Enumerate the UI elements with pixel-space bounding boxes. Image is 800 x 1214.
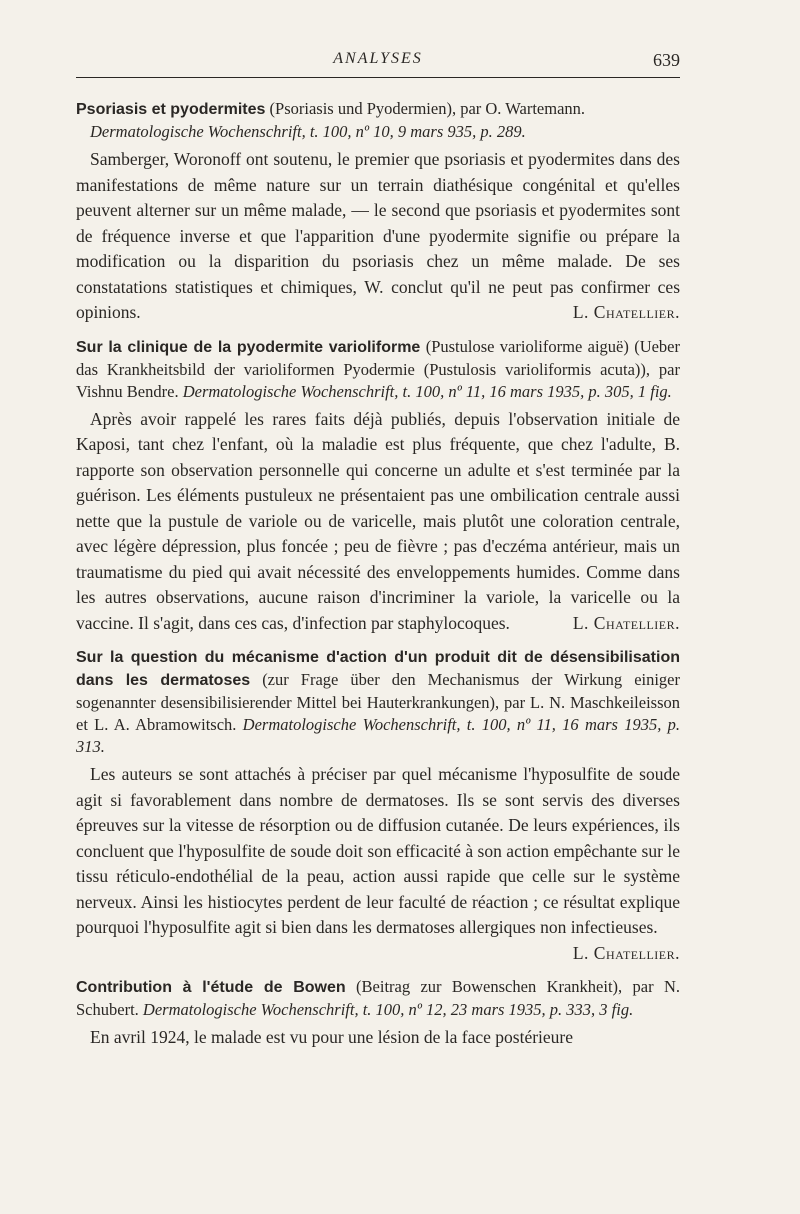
entry-citation: (zur Frage über den Mechanismus der Wirkung einiger sogenannter desensibilisierender Mittel bei Hauterkrankungen), par L. N. Maschkeileisson et L. A. Abramowitsch. <box>76 670 681 734</box>
header-rule <box>76 77 680 78</box>
entry-citation: (Psoriasis und Pyodermien), par O. Wartemann. <box>269 99 586 118</box>
entry-signature: L. Chatellier. <box>572 302 680 322</box>
entry-body <box>76 1025 680 1051</box>
entry-journal-citation: Dermatologische Wochenschrift, t. 100, nº 11, 16 mars 1935, p. 305, 1 fig. <box>182 381 672 401</box>
entry-heading <box>76 98 680 143</box>
running-title: ANALYSES <box>333 50 423 67</box>
review-entry <box>76 98 680 326</box>
entry-heading <box>76 646 680 758</box>
review-entry <box>76 646 680 966</box>
entry-body-text: Samberger, Woronoff ont soutenu, le premier que psoriasis et pyodermites dans des manifestations de même nature sur un terrain diathésique congénital et qu'elles peuvent alterner sur un même malade, — le second que psoriasis et pyodermites sont de fréquence inverse et que l'apparition d'une pyodermite signifie ou prépare la modification ou la disparition du psoriasis chez un même malade. De ses constatations statistiques et chimiques, W. conclut qu'il ne peut pas confirmer ces opinions. <box>76 149 680 322</box>
review-entry <box>76 976 680 1051</box>
entry-title: Psoriasis et pyodermites <box>76 101 266 118</box>
entry-title: Sur la clinique de la pyodermite varioliforme <box>76 338 421 356</box>
entry-title: Sur la question du mécanisme d'action d'un produit dit de désensibilisation dans les dermatoses <box>76 649 680 689</box>
entry-body-text: Les auteurs se sont attachés à préciser par quel mécanisme l'hyposulfite de soude agit si favorablement dans nombre de dermatoses. Ils se sont servis des diverses épreuves sur la vitesse de résorption ou de diffusion cutanée. De leurs expériences, ils concluent que l'hyposulfite de soude doit son efficacité à son action empêchante sur le tissu réticulo-endothélial de la peau, action aussi rapide que celle sur le système nerveux. Ainsi les histiocytes perdent de leur faculté de réaction ; ce résultat explique pourquoi l'hyposulfite agit si bien dans les dermatoses allergiques non infectieuses. <box>76 764 680 937</box>
entry-body <box>76 762 680 963</box>
entry-signature: L. Chatellier. <box>572 612 680 633</box>
entry-citation: (Pustulose varioliforme aiguë) (Ueber das Krankheitsbild der varioliformen Pyodermie (Pustulosis varioliformis acuta)), par Vishnu Bendre. <box>76 336 681 401</box>
entry-journal-citation: Dermatologische Wochenschrift, t. 100, nº 11, 16 mars 1935, p. 313. <box>76 715 680 756</box>
running-header <box>76 50 680 76</box>
entry-title: Contribution à l'étude de Bowen <box>76 979 346 996</box>
entry-heading <box>76 976 680 1021</box>
entry-body <box>76 407 680 637</box>
entry-journal-citation: Dermatologische Wochenschrift, t. 100, nº 12, 23 mars 1935, p. 333, 3 fig. <box>142 1000 634 1019</box>
page-number: 639 <box>653 50 680 70</box>
entry-citation: (Beitrag zur Bowenschen Krankheit), par N. Schubert. <box>76 977 681 1019</box>
review-entry <box>76 336 680 637</box>
entry-heading <box>76 336 680 403</box>
entry-signature: L. Chatellier. <box>572 942 680 963</box>
entry-body-text: En avril 1924, le malade est vu pour une lésion de la face postérieure <box>90 1027 574 1047</box>
article-column <box>76 98 680 1061</box>
entry-journal-citation: Dermatologische Wochenschrift, t. 100, nº 10, 9 mars 935, p. 289. <box>90 122 526 141</box>
entry-body-text: Après avoir rappelé les rares faits déjà publiés, depuis l'observation initiale de Kaposi, tant chez l'enfant, où la maladie est plus fréquente, que chez l'adulte, B. rapporte son observation personnelle qui concerne un adulte et s'est terminée par la guérison. Les éléments pustuleux ne présentaient pas une ombilication centrale aussi nette que la pustule de variole ou de varicelle, mais plutôt une coloration centrale, avec légère dépression, plus foncée ; peu de fièvre ; pas d'eczéma antérieur, mais un traumatisme du pied qui avait nécessité des enveloppements humides. Comme dans les autres observations, aucune raison d'incriminer la variole, la varicelle ou la vaccine. Il s'agit, dans ces cas, d'infection par staphylocoques. <box>76 408 680 633</box>
entry-body <box>76 147 680 326</box>
